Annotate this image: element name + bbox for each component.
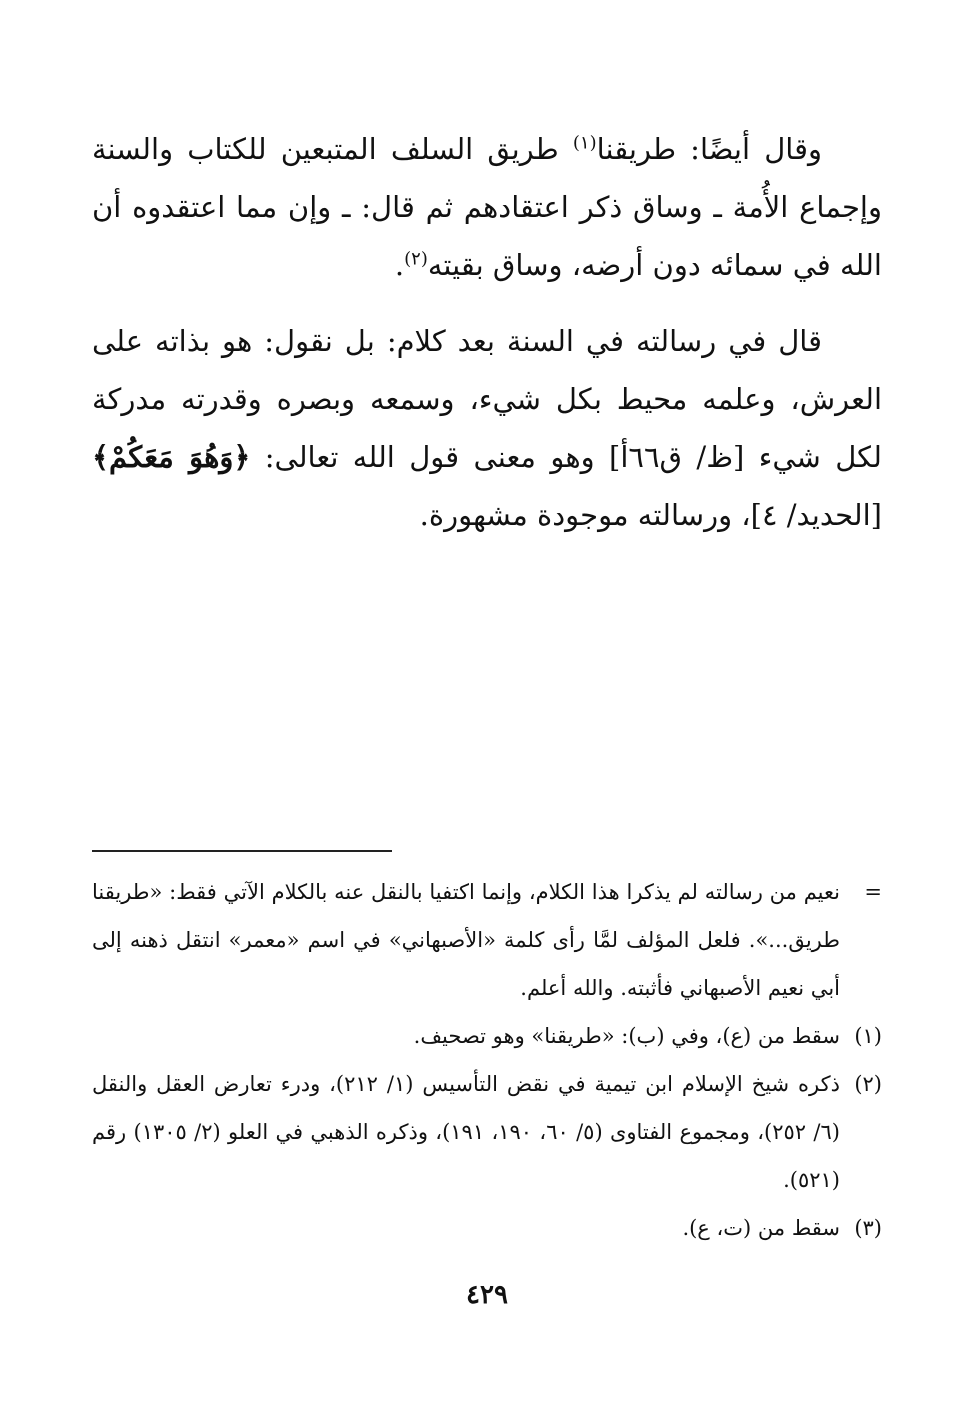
footnote-ref-1: (١) <box>572 132 597 154</box>
footnote-divider <box>92 850 392 852</box>
footnote-continued <box>92 868 882 1012</box>
paragraph-2-start: قال في رسالته في السنة بعد كلام: بل نقول: هو بذاته على العرش، وعلمه محيط بكل شيء، وسمعه وبصره وقدرته مدركة لكل شيء [ظ/ ق٦٦أ] وهو معنى قول الله تعالى: <box>92 324 883 474</box>
main-text <box>92 120 882 562</box>
footnote-mark: (١) <box>854 1024 882 1048</box>
page-number: ٤٢٩ <box>466 1280 508 1310</box>
paragraph-1-middle: طريق السلف المتبعين للكتاب والسنة وإجماع الأُمة ـ وساق ذكر اعتقادهم ثم قال: ـ وإن مما اعتقدوه أن الله في سمائه دون أرضه، وساق بقيته <box>92 132 882 282</box>
footnote-mark: (٢) <box>854 1072 882 1096</box>
footnote-text: سقط من (ت، ع). <box>682 1216 840 1240</box>
footnote-3 <box>92 1204 882 1252</box>
footnote-ref-2: (٢) <box>404 248 428 270</box>
footnote-text: سقط من (ع)، وفي (ب): «طريقنا» وهو تصحيف. <box>413 1024 840 1048</box>
footnotes <box>92 868 882 1252</box>
footnote-text: نعيم من رسالته لم يذكرا هذا الكلام، وإنما اكتفيا بالنقل عنه بالكلام الآتي فقط: «طريقنا طريق...». فلعل المؤلف لمَّا رأى كلمة «الأصبهاني» في اسم «معمر» انتقل ذهنه إلى أبي نعيم الأصبهاني فأثبته. والله أعلم. <box>92 880 840 1000</box>
paragraph-2 <box>92 312 882 544</box>
book-page <box>92 0 882 1423</box>
footnote-text: ذكره شيخ الإسلام ابن تيمية في نقض التأسيس (١/ ٢١٢)، ودرء تعارض العقل والنقل (٦/ ٢٥٢)، ومجموع الفتاوى (٥/ ٦٠، ١٩٠، ١٩١)، وذكره الذهبي في العلو (٢/ ١٣٠٥) رقم (٥٢١). <box>92 1072 840 1192</box>
paragraph-1-end: . <box>394 248 405 282</box>
footnote-2 <box>92 1060 882 1204</box>
paragraph-1-start: وقال أيضًا: طريقنا <box>596 132 822 166</box>
footnote-mark: (٣) <box>854 1216 882 1240</box>
footnote-mark: = <box>864 880 882 904</box>
paragraph-2-end: [الحديد/ ٤]، ورسالته موجودة مشهورة. <box>419 498 882 532</box>
footnote-1 <box>92 1012 882 1060</box>
quran-quote: ﴿وَهُوَ مَعَكُمْ﴾ <box>92 440 251 474</box>
paragraph-1 <box>92 120 882 294</box>
